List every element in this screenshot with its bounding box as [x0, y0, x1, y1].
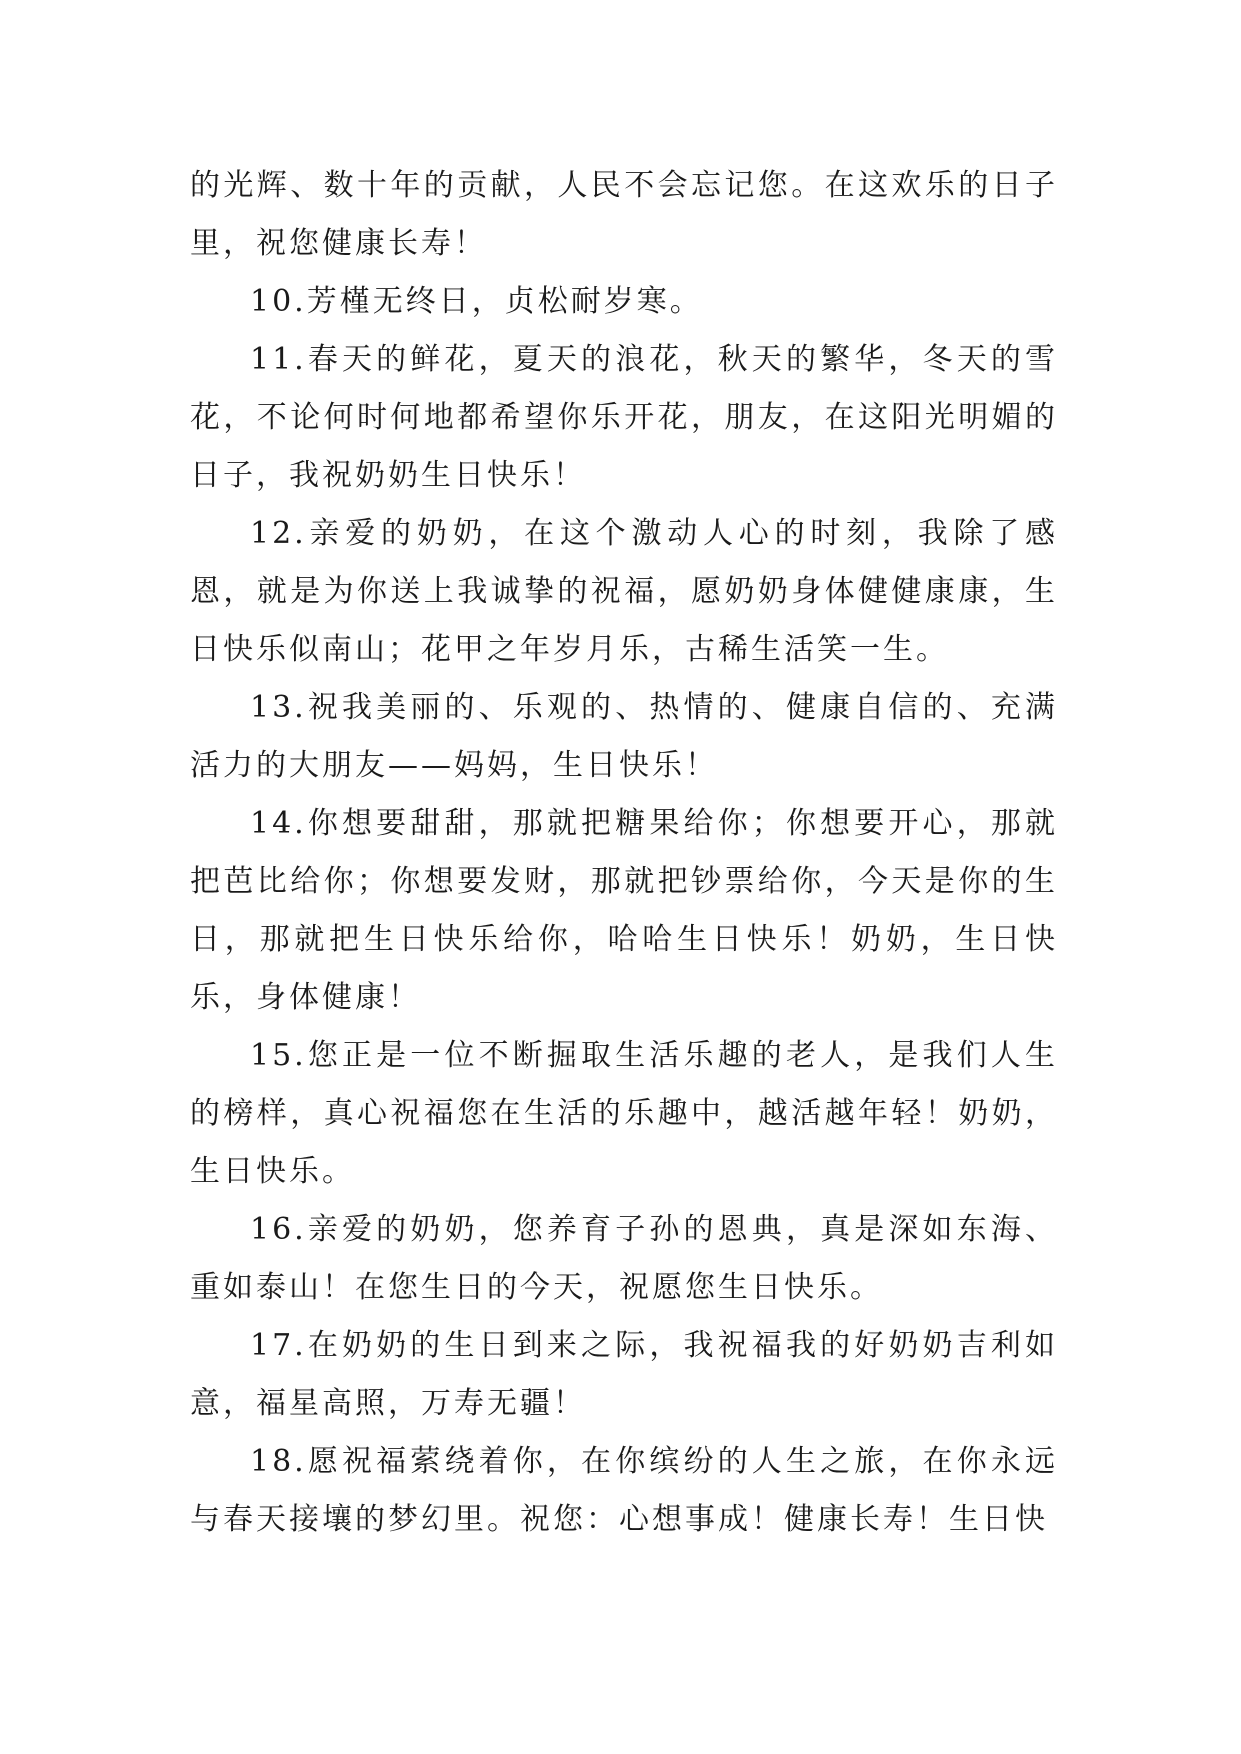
paragraph-13: 13.祝我美丽的、乐观的、热情的、健康自信的、充满活力的大朋友——妈妈，生日快乐！: [190, 690, 1058, 783]
paragraph-10: 10.芳槿无终日，贞松耐岁寒。: [250, 284, 703, 319]
paragraph-17: 17.在奶奶的生日到来之际，我祝福我的好奶奶吉利如意，福星高照，万寿无疆！: [190, 1328, 1058, 1421]
document-body: [190, 157, 1058, 1549]
paragraph-15: 15.您正是一位不断掘取生活乐趣的老人，是我们人生的榜样，真心祝福您在生活的乐趣中，越活越年轻！奶奶，生日快乐。: [190, 1038, 1058, 1189]
paragraph-12: 12.亲爱的奶奶，在这个激动人心的时刻，我除了感恩，就是为你送上我诚挚的祝福，愿奶奶身体健健康康，生日快乐似南山；花甲之年岁月乐，古稀生活笑一生。: [190, 516, 1058, 667]
paragraph-18: 18.愿祝福萦绕着你，在你缤纷的人生之旅，在你永远与春天接壤的梦幻里。祝您：心想事成！健康长寿！生日快: [190, 1444, 1058, 1537]
paragraph-11: 11.春天的鲜花，夏天的浪花，秋天的繁华，冬天的雪花，不论何时何地都希望你乐开花，朋友，在这阳光明媚的日子，我祝奶奶生日快乐！: [190, 342, 1058, 493]
paragraph-16: 16.亲爱的奶奶，您养育子孙的恩典，真是深如东海、重如泰山！在您生日的今天，祝愿您生日快乐。: [190, 1212, 1058, 1305]
paragraph-14: 14.你想要甜甜，那就把糖果给你；你想要开心，那就把芭比给你；你想要发财，那就把钞票给你，今天是你的生日，那就把生日快乐给你，哈哈生日快乐！奶奶，生日快乐，身体健康！: [190, 806, 1058, 1015]
paragraph-continued: 的光辉、数十年的贡献，人民不会忘记您。在这欢乐的日子里，祝您健康长寿！: [190, 168, 1058, 261]
